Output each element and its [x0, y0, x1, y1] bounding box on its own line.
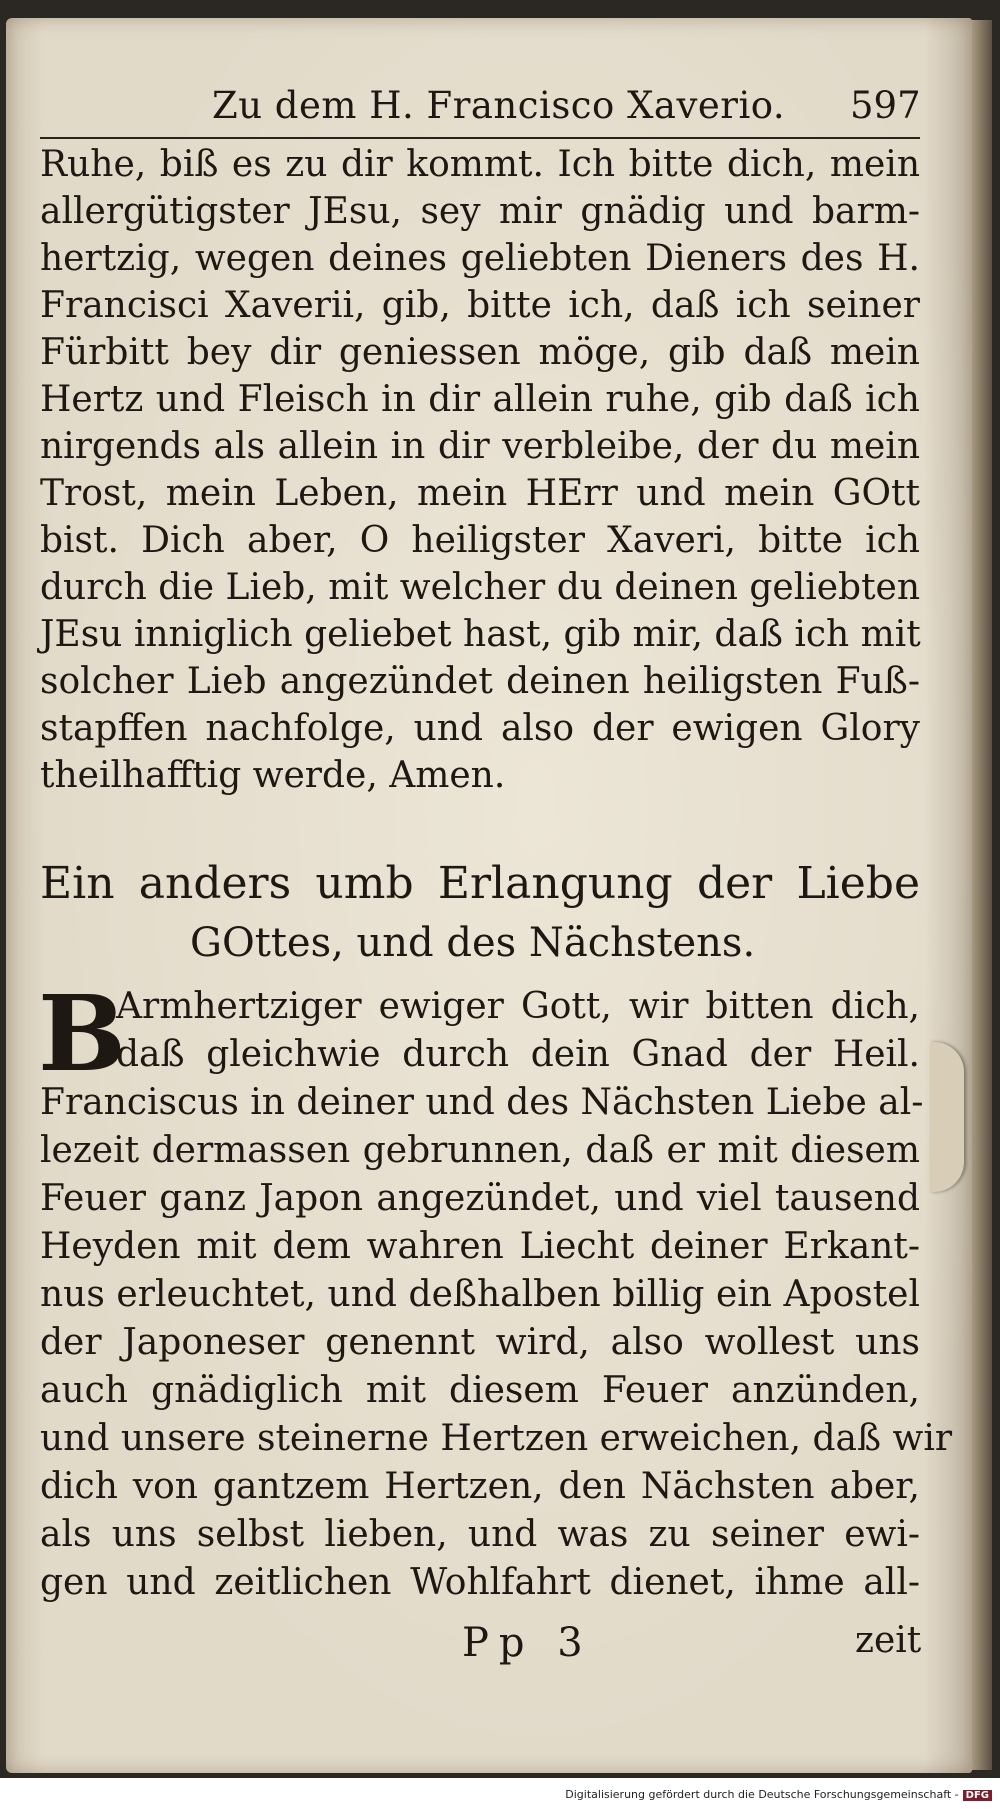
text-line: Francisci Xaverii, gib, bitte ich, daß ich seiner [40, 285, 920, 326]
running-head: Zu dem H. Francisco Xaverio. [212, 84, 786, 127]
page-tab-marker [930, 1042, 964, 1192]
text-line: daß gleichwie durch dein Gnad der Heil. [116, 1034, 920, 1075]
header-rule [40, 137, 920, 139]
text-line: JEsu inniglich geliebet hast, gib mir, daß ich mit [40, 614, 921, 655]
dfg-logo: DFG [963, 1790, 992, 1801]
text-line: Armhertziger ewiger Gott, wir bitten dich, [116, 986, 920, 1027]
page-number: 597 [850, 84, 921, 127]
text-line: gen und zeitlichen Wohlfahrt dienet, ihme all- [40, 1562, 920, 1603]
text-line: allergütigster JEsu, sey mir gnädig und barm- [40, 191, 920, 232]
text-line: solcher Lieb angezündet deinen heiligsten Fuß- [40, 661, 920, 702]
text-line: nus erleuchtet, und deßhalben billig ein Apostel [40, 1274, 920, 1315]
text-line: stapffen nachfolge, und also der ewigen Glory [40, 708, 920, 749]
drop-cap-initial: B [38, 972, 126, 1095]
text-line: Trost, mein Leben, mein HErr und mein GOtt [40, 473, 920, 514]
text-line: Fürbitt bey dir geniessen möge, gib daß mein [40, 332, 920, 373]
text-line: Franciscus in deiner und des Nächsten Liebe al- [40, 1082, 924, 1123]
text-line: durch die Lieb, mit welcher du deinen geliebten [40, 567, 921, 608]
text-line: theilhafftig werde, Amen. [40, 755, 506, 796]
digitization-credit [565, 1788, 992, 1801]
section-heading: Ein anders umb Erlangung der Liebe [40, 858, 920, 909]
text-line: als uns selbst lieben, und was zu seiner ewi- [40, 1514, 920, 1555]
text-line: hertzig, wegen deines geliebten Dieners des H. [40, 238, 920, 279]
section-heading-continued: GOttes, und des Nächstens. [190, 920, 756, 966]
text-line: bist. Dich aber, O heiligster Xaveri, bitte ich [40, 520, 920, 561]
text-line: der Japoneser genennt wird, also wollest uns [40, 1322, 920, 1363]
text-line: Heyden mit dem wahren Liecht deiner Erkant- [40, 1226, 920, 1267]
catchword: zeit [855, 1620, 922, 1661]
text-line: Feuer ganz Japon angezündet, und viel tausend [40, 1178, 920, 1219]
text-line: lezeit dermassen gebrunnen, daß er mit diesem [40, 1130, 920, 1171]
text-line: Hertz und Fleisch in dir allein ruhe, gib daß ich [40, 379, 920, 420]
text-line: Ruhe, biß es zu dir kommt. Ich bitte dich, mein [40, 144, 920, 185]
signature-mark: Pp 3 [462, 1620, 593, 1666]
text-line: auch gnädiglich mit diesem Feuer anzünden, [40, 1370, 920, 1411]
credit-text: Digitalisierung gefördert durch die Deutsche Forschungsgemeinschaft - [565, 1788, 959, 1801]
text-line: nirgends als allein in dir verbleibe, der du mein [40, 426, 920, 467]
text-line: dich von gantzem Hertzen, den Nächsten aber, [40, 1466, 920, 1507]
text-line: und unsere steinerne Hertzen erweichen, daß wir [40, 1418, 953, 1459]
